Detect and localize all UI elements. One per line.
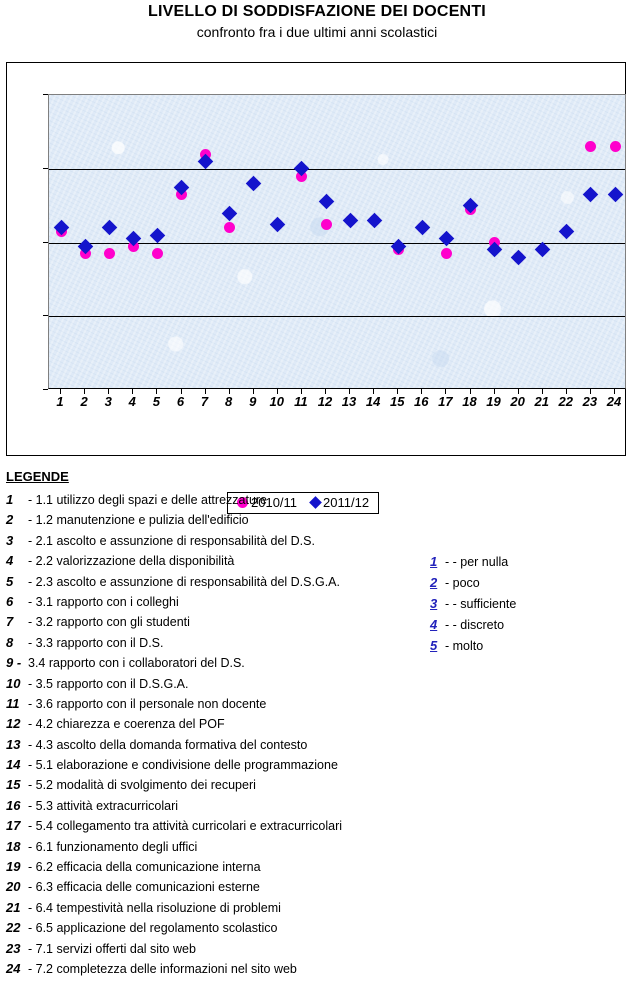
legende-item <box>6 839 426 859</box>
data-point-2010-11-5 <box>152 248 163 259</box>
data-point-2010-11-8 <box>224 222 235 233</box>
data-point-2011-12-16 <box>415 220 431 236</box>
data-point-2011-12-5 <box>150 227 166 243</box>
legende-item-number: 19 <box>6 859 21 875</box>
legende-item-label: - 3.1 rapporto con i colleghi <box>28 594 179 609</box>
legende-item <box>6 553 426 573</box>
scale-legend-label: - poco <box>445 576 480 590</box>
x-tick-label-2: 2 <box>80 394 88 409</box>
data-point-2011-12-21 <box>535 242 551 258</box>
legende-item-number: 23 <box>6 940 21 956</box>
x-tick-label-13: 13 <box>341 394 357 409</box>
x-tick-label-23: 23 <box>582 394 598 409</box>
x-tick-label-21: 21 <box>534 394 549 409</box>
legende-item-number: 1 <box>6 492 14 507</box>
legende-item-label: - 1.1 utilizzo degli spazi e delle attrezzature <box>28 493 268 507</box>
scale-legend-label: - - per nulla <box>445 555 509 569</box>
legende-item-label: - 5.1 elaborazione e condivisione delle programmazione <box>28 758 338 773</box>
legende-item-number: 15 <box>6 777 21 793</box>
x-tick-16 <box>421 389 422 394</box>
legende-heading: LEGENDE <box>6 469 69 484</box>
x-tick-label-12: 12 <box>317 394 333 409</box>
data-point-2011-12-24 <box>607 187 623 203</box>
legende-item-number: 22 <box>6 920 21 936</box>
legend-entry-label: 2010/11 <box>251 495 298 510</box>
x-tick-label-18: 18 <box>462 394 477 409</box>
legende-item <box>6 512 426 532</box>
data-point-2011-12-20 <box>511 250 527 266</box>
y-tick-3 <box>43 242 48 243</box>
legende-item <box>6 879 426 899</box>
plot-area <box>48 94 626 389</box>
legende-item-number: 9 - <box>6 655 22 671</box>
legende-item <box>6 941 426 961</box>
scale-legend-label: - - discreto <box>445 618 505 632</box>
scale-legend-item <box>430 596 516 617</box>
y-tick-1 <box>43 389 48 390</box>
x-tick-label-6: 6 <box>176 394 185 409</box>
legende-item-label: - 3.6 rapporto con il personale non docente <box>28 696 267 711</box>
legende-item-number: 2 <box>6 512 14 528</box>
scale-legend-label: - molto <box>445 639 484 653</box>
legende-item <box>6 716 426 736</box>
x-tick-20 <box>518 389 519 394</box>
x-tick-9 <box>253 389 254 394</box>
data-point-2011-12-23 <box>583 187 599 203</box>
x-tick-23 <box>590 389 591 394</box>
legende-item-number: 3 <box>6 532 14 548</box>
legende-item <box>6 900 426 920</box>
x-tick-label-3: 3 <box>104 394 112 409</box>
x-tick-label-4: 4 <box>128 394 136 409</box>
legende-item-number: 12 <box>6 716 21 732</box>
legende-item-label: - 4.2 chiarezza e coerenza del POF <box>28 717 225 732</box>
x-tick-8 <box>229 389 230 394</box>
data-point-2010-11-3 <box>104 248 115 259</box>
x-tick-15 <box>397 389 398 394</box>
y-tick-2 <box>43 315 48 316</box>
x-tick-7 <box>205 389 206 394</box>
x-tick-6 <box>181 389 182 394</box>
x-tick-10 <box>277 389 278 394</box>
x-tick-label-22: 22 <box>558 394 574 409</box>
legende-item-label: - 5.4 collegamento tra attività curricolari e extracurricolari <box>28 819 343 834</box>
scale-legend-item <box>430 617 516 638</box>
legende-item-number: 13 <box>6 736 21 752</box>
x-tick-label-17: 17 <box>438 394 453 409</box>
data-point-2011-12-17 <box>439 231 455 247</box>
x-tick-24 <box>614 389 615 394</box>
legende-item <box>6 757 426 777</box>
x-tick-label-24: 24 <box>606 394 622 409</box>
legende-item <box>6 676 426 696</box>
data-point-2010-11-17 <box>441 248 452 259</box>
legende-item-number: 18 <box>6 838 21 854</box>
data-point-2010-11-24 <box>610 141 621 152</box>
y-tick-5 <box>43 94 48 95</box>
legende-item <box>6 777 426 797</box>
legende-item-number: 16 <box>6 797 21 813</box>
legende-item-label: 3.4 rapporto con i collaboratori del D.S. <box>28 656 245 671</box>
gridline-4 <box>49 169 625 170</box>
legende-item-number: 20 <box>6 879 21 895</box>
x-tick-label-19: 19 <box>486 394 501 409</box>
page-title: LIVELLO DI SODDISFAZIONE DEI DOCENTI <box>148 3 486 20</box>
legende-item-number: 10 <box>6 675 21 691</box>
scale-legend-number: 3 <box>430 596 438 611</box>
scale-legend-item <box>430 638 516 659</box>
legende-item-label: - 6.1 funzionamento degli uffici <box>28 839 198 854</box>
legende-item-label: - 6.5 applicazione del regolamento scolastico <box>28 921 278 936</box>
x-tick-label-1: 1 <box>56 394 64 409</box>
legende-item-label: - 4.3 ascolto della domanda formativa del contesto <box>28 737 308 752</box>
data-point-2011-12-8 <box>222 205 238 221</box>
legende-item-number: 21 <box>6 899 21 915</box>
x-tick-label-9: 9 <box>249 394 257 409</box>
scale-legend-number: 4 <box>430 617 438 632</box>
x-tick-2 <box>84 389 85 394</box>
data-point-2011-12-13 <box>342 213 358 229</box>
x-tick-3 <box>108 389 109 394</box>
scale-legend-number: 2 <box>430 575 438 590</box>
legende-item-label: - 3.3 rapporto con il D.S. <box>28 635 164 650</box>
scale-legend-item <box>430 554 516 575</box>
x-tick-14 <box>373 389 374 394</box>
x-tick-21 <box>542 389 543 394</box>
legende-item-label: - 7.2 completezza delle informazioni nel sito web <box>28 961 297 976</box>
legende-item-label: - 6.3 efficacia delle comunicazioni esterne <box>28 880 260 895</box>
data-point-2011-12-10 <box>270 216 286 232</box>
data-point-2011-12-9 <box>246 176 262 192</box>
legende-item <box>6 594 426 614</box>
title-block <box>0 2 634 41</box>
page-subtitle: confronto fra i due ultimi anni scolastici <box>196 24 438 40</box>
x-tick-1 <box>60 389 61 394</box>
x-tick-13 <box>349 389 350 394</box>
legende-item <box>6 614 426 634</box>
legende-item-label: - 2.2 valorizzazione della disponibilità <box>28 554 235 569</box>
x-tick-17 <box>445 389 446 394</box>
legende-item <box>6 655 426 675</box>
x-tick-label-7: 7 <box>200 394 209 409</box>
legende-item-label: - 5.3 attività extracurricolari <box>28 798 179 813</box>
gridline-2 <box>49 316 625 317</box>
legende-item <box>6 533 426 553</box>
legende-item-number: 14 <box>6 757 21 773</box>
legende-item-label: - 3.5 rapporto con il D.S.G.A. <box>28 676 189 691</box>
scale-legend-label: - - sufficiente <box>445 597 517 611</box>
legende-item <box>6 818 426 838</box>
legende-item-number: 5 <box>6 573 14 589</box>
x-tick-label-15: 15 <box>389 394 405 409</box>
scale-legend-item <box>430 575 516 596</box>
legende-item <box>6 737 426 757</box>
legende-item-number: 11 <box>6 695 20 711</box>
x-tick-22 <box>566 389 567 394</box>
legende-item <box>6 859 426 879</box>
scale-legend-number: 1 <box>430 554 438 569</box>
x-tick-5 <box>156 389 157 394</box>
x-tick-label-11: 11 <box>294 394 308 409</box>
legende-item <box>6 798 426 818</box>
legende-item <box>6 574 426 594</box>
legende-item <box>6 492 426 512</box>
y-tick-4 <box>43 168 48 169</box>
x-tick-12 <box>325 389 326 394</box>
legende-item-label: - 6.4 tempestività nella risoluzione di problemi <box>28 900 281 915</box>
legende-item-label: - 5.2 modalità di svolgimento dei recuperi <box>28 778 256 793</box>
x-tick-19 <box>494 389 495 394</box>
legende-item-label: - 1.2 manutenzione e pulizia dell'edificio <box>28 513 249 528</box>
legende-item-number: 4 <box>6 553 14 569</box>
x-tick-label-5: 5 <box>152 394 160 409</box>
legende-item-label: - 2.1 ascolto e assunzione di responsabilità del D.S. <box>28 533 315 548</box>
legende-item-number: 24 <box>6 960 21 976</box>
scale-legend-list <box>430 554 516 659</box>
legende-item-number: 6 <box>6 593 14 609</box>
data-point-2011-12-22 <box>559 224 575 240</box>
x-tick-label-14: 14 <box>365 394 381 409</box>
x-tick-4 <box>132 389 133 394</box>
x-tick-label-8: 8 <box>225 394 233 409</box>
data-point-2010-11-12 <box>321 219 332 230</box>
legende-item-label: - 3.2 rapporto con gli studenti <box>28 615 190 630</box>
legende-item-number: 17 <box>6 818 21 834</box>
x-tick-18 <box>470 389 471 394</box>
legende-list <box>6 492 426 981</box>
legende-item <box>6 920 426 940</box>
legende-item-label: - 2.3 ascolto e assunzione di responsabilità del D.S.G.A. <box>28 574 340 589</box>
x-tick-label-20: 20 <box>510 394 525 409</box>
legend-entry-label: 2011/12 <box>323 495 370 510</box>
legende-item-number: 7 <box>6 614 14 630</box>
legende-item <box>6 635 426 655</box>
x-tick-11 <box>301 389 302 394</box>
x-tick-label-16: 16 <box>414 394 429 409</box>
x-tick-label-10: 10 <box>269 394 285 409</box>
data-point-2011-12-14 <box>366 213 382 229</box>
data-point-2011-12-12 <box>318 194 334 210</box>
scale-legend-number: 5 <box>430 638 438 653</box>
legende-item-label: - 7.1 servizi offerti dal sito web <box>28 941 196 956</box>
legende-item <box>6 696 426 716</box>
legende-item-label: - 6.2 efficacia della comunicazione interna <box>28 860 261 875</box>
legende-item-number: 8 <box>6 634 14 650</box>
data-point-2010-11-23 <box>585 141 596 152</box>
data-point-2011-12-3 <box>101 220 117 236</box>
